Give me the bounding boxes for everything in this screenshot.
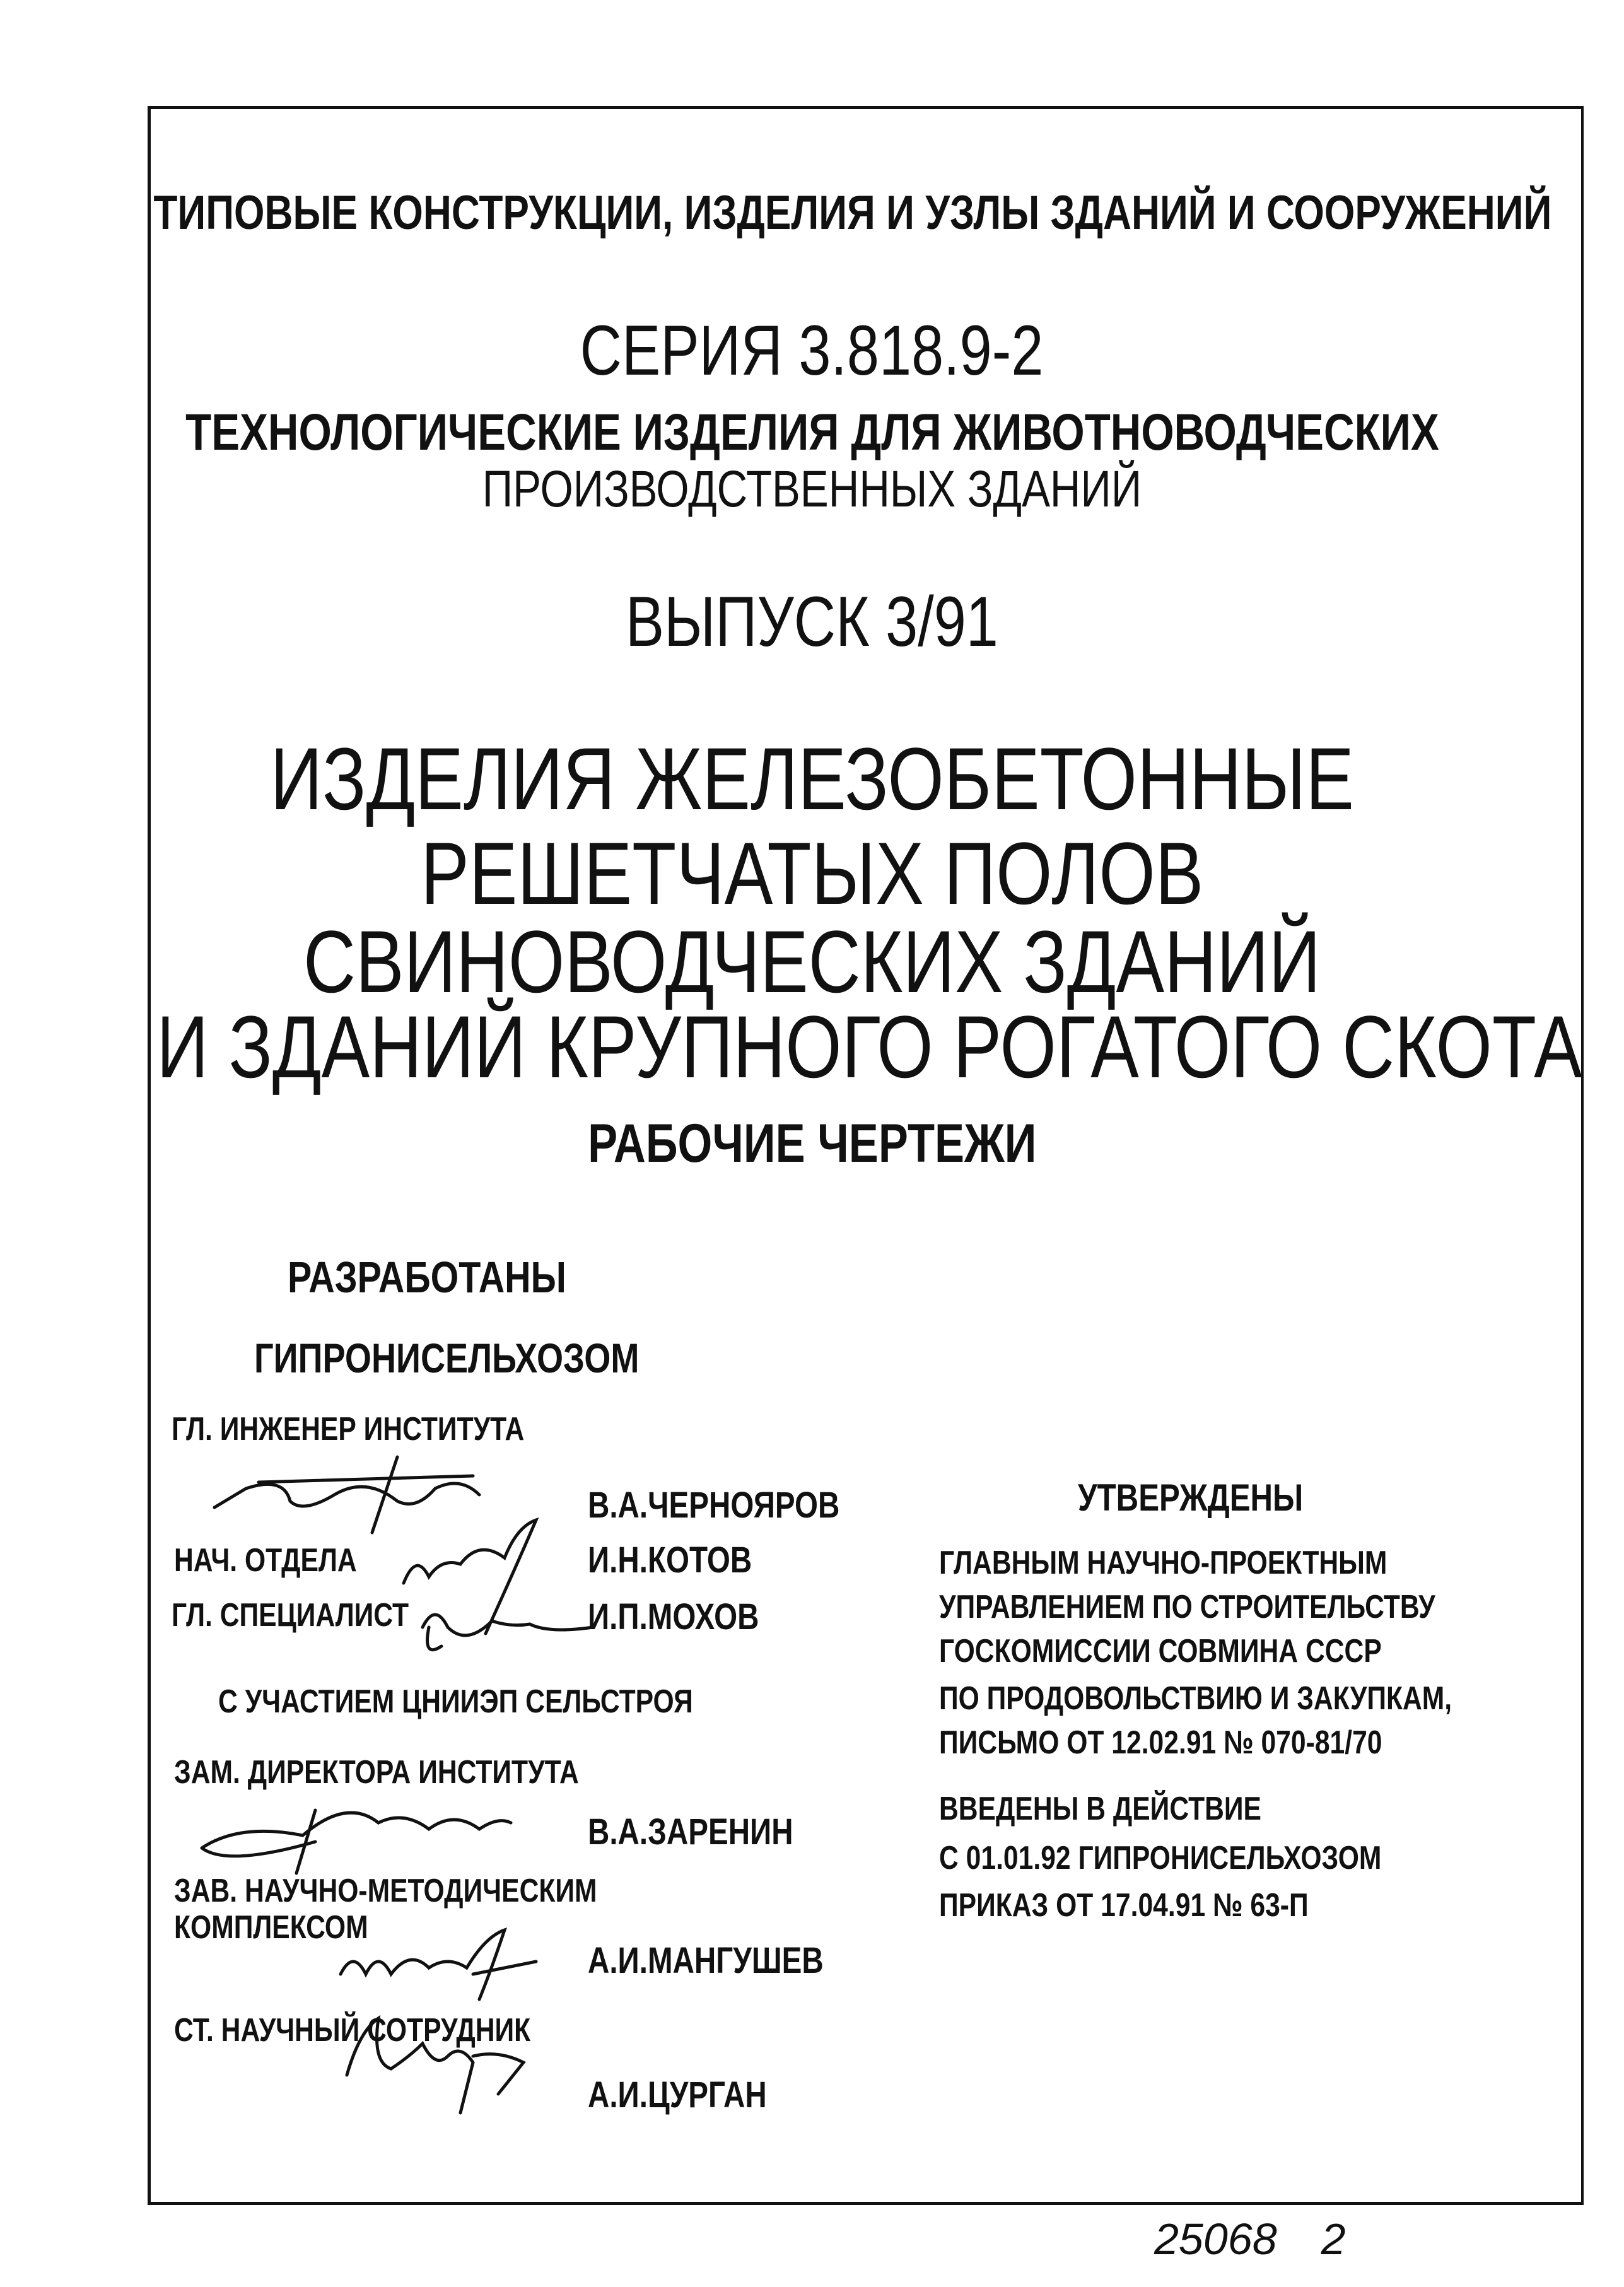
title-line3: СВИНОВОДЧЕСКИХ ЗДАНИЙ [303, 912, 1321, 1011]
role-head-complex-2: КОМПЛЕКСОМ [174, 1909, 368, 1946]
name-chernoyarov: В.А.ЧЕРНОЯРОВ [588, 1485, 840, 1526]
enacted-line: ВВЕДЕНЫ В ДЕЙСТВИЕ [939, 1791, 1262, 1827]
series-number: СЕРИЯ 3.818.9-2 [580, 311, 1044, 390]
participation: С УЧАСТИЕМ ЦНИИЭП СЕЛЬСТРОЯ [218, 1683, 693, 1720]
role-senior-researcher: СТ. НАУЧНЫЙ СОТРУДНИК [174, 2012, 531, 2049]
title-line1: ИЗДЕЛИЯ ЖЕЛЕЗОБЕТОННЫЕ [270, 729, 1354, 828]
approved-line: ПО ПРОДОВОЛЬСТВИЮ И ЗАКУПКАМ, [939, 1680, 1452, 1717]
name-kotov: И.Н.КОТОВ [588, 1540, 752, 1581]
name-mangushev: А.И.МАНГУШЕВ [588, 1940, 824, 1981]
enacted-line: С 01.01.92 ГИПРОНИСЕЛЬХОЗОМ [939, 1840, 1382, 1876]
role-dept-head: НАЧ. ОТДЕЛА [174, 1542, 357, 1579]
subtitle-line2: ПРОИЗВОДСТВЕННЫХ ЗДАНИЙ [482, 460, 1142, 518]
subtitle-line1: ТЕХНОЛОГИЧЕСКИЕ ИЗДЕЛИЯ ДЛЯ ЖИВОТНОВОДЧЕСКИХ [185, 404, 1439, 461]
name-tsurgan: А.И.ЦУРГАН [588, 2074, 767, 2115]
approved-line: ГЛАВНЫМ НАУЧНО-ПРОЕКТНЫМ [939, 1545, 1387, 1581]
page-number: 2 [1321, 2214, 1346, 2264]
name-mokhov: И.П.МОХОВ [588, 1596, 759, 1637]
series-heading: ТИПОВЫЕ КОНСТРУКЦИИ, ИЗДЕЛИЯ И УЗЛЫ ЗДАНИЙ И СООРУЖЕНИЙ [153, 186, 1552, 240]
doc-type: РАБОЧИЕ ЧЕРТЕЖИ [587, 1113, 1037, 1174]
role-chief-engineer: ГЛ. ИНЖЕНЕР ИНСТИТУТА [172, 1411, 525, 1448]
approved-line: ГОСКОМИССИИ СОВМИНА СССР [939, 1633, 1382, 1670]
enacted-order: ПРИКАЗ ОТ 17.04.91 № 63-П [939, 1887, 1309, 1924]
issue-number: ВЫПУСК 3/91 [625, 582, 998, 661]
signature-mangushev [328, 1917, 555, 2006]
approved-heading: УТВЕРЖДЕНЫ [1078, 1477, 1304, 1519]
role-deputy-director: ЗАМ. ДИРЕКТОРА ИНСТИТУТА [174, 1754, 579, 1791]
developed-org: ГИПРОНИСЕЛЬХОЗОМ [254, 1335, 640, 1381]
approved-letter: ПИСЬМО ОТ 12.02.91 № 070-81/70 [939, 1724, 1382, 1761]
signature-zarenin [189, 1785, 542, 1880]
role-head-complex: ЗАВ. НАУЧНО-МЕТОДИЧЕСКИМ [174, 1873, 597, 1909]
title-line2: РЕШЕТЧАТЫХ ПОЛОВ [420, 824, 1204, 923]
role-chief-specialist: ГЛ. СПЕЦИАЛИСТ [172, 1597, 409, 1634]
developed-heading: РАЗРАБОТАНЫ [288, 1253, 566, 1302]
inventory-number: 25068 2 [1154, 2214, 1346, 2264]
signature-mokhov [416, 1589, 605, 1659]
name-zarenin: В.А.ЗАРЕНИН [588, 1811, 793, 1852]
approved-line: УПРАВЛЕНИЕМ ПО СТРОИТЕЛЬСТВУ [939, 1589, 1435, 1625]
title-line4: И ЗДАНИЙ КРУПНОГО РОГАТОГО СКОТА [156, 997, 1582, 1096]
signature-tsurgan [334, 2006, 574, 2119]
